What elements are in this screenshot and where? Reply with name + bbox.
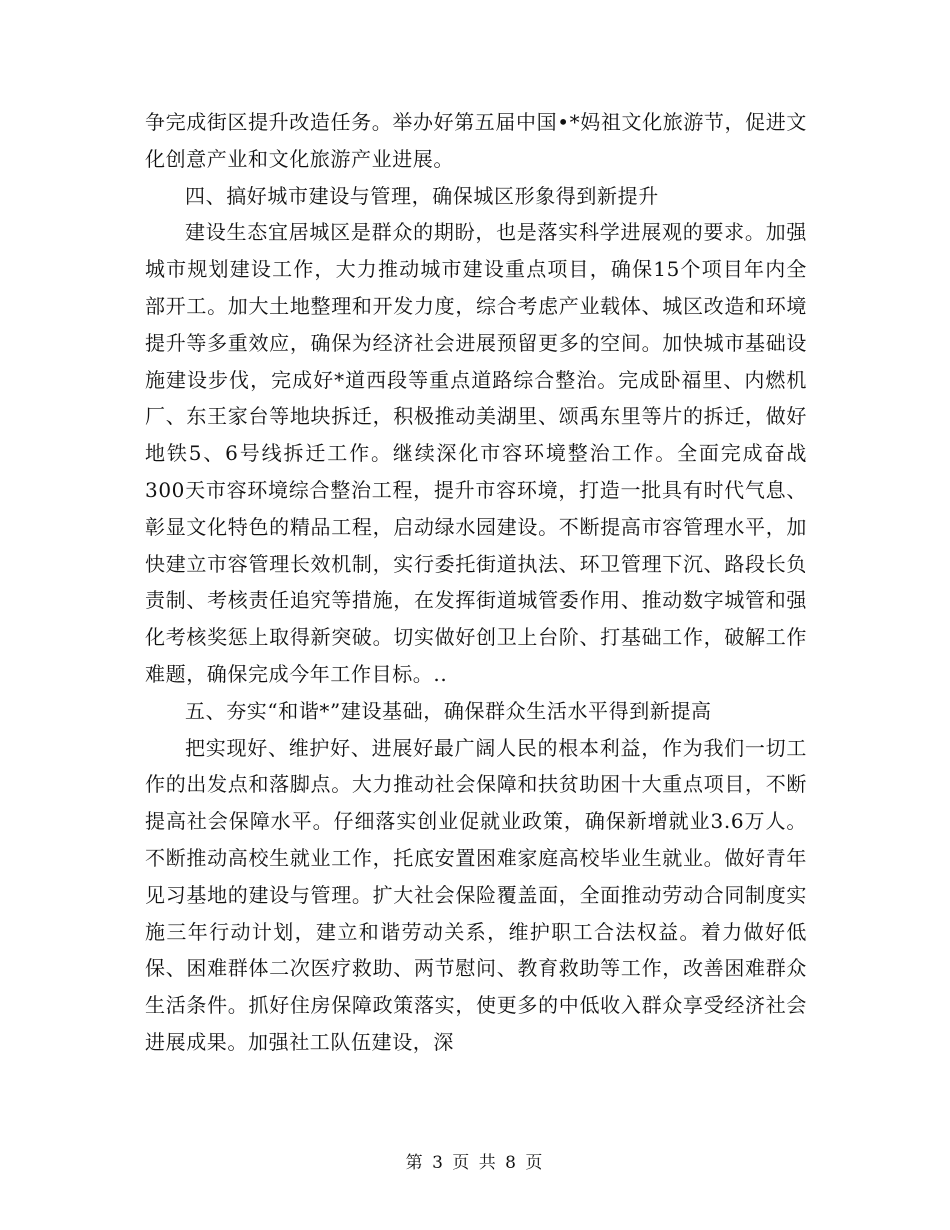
- paragraph-continued: 争完成街区提升改造任务。举办好第五届中国•*妈祖文化旅游节，促进文化创意产业和文化旅游产业进展。: [145, 110, 807, 171]
- section-heading-five: 五、夯实“和谐*”建设基础，确保群众生活水平得到新提高: [185, 698, 712, 723]
- paragraph-city-construction: 建设生态宜居城区是群众的期盼，也是落实科学进展观的要求。加强城市规划建设工作，大力推动城市建设重点项目，确保15个项目年内全部开工。加大土地整理和开发力度，综合考虑产业载体、城区改造和环境提升等多重效应，确保为经济社会进展预留更多的空间。加快城市基础设施建设步伐，完成好*道西段等重点道路综合整治。完成卧福里、内燃机厂、东王家台等地块拆迁，积极推动美湖里、颂禹东里等片的拆迁，做好地铁5、6号线拆迁工作。继续深化市容环境整治工作。全面完成奋战300天市容环境综合整治工程，提升市容环境，打造一批具有时代气息、彰显文化特色的精品工程，启动绿水园建设。不断提高市容管理水平，加快建立市容管理长效机制，实行委托街道执法、环卫管理下沉、路段长负责制、考核责任追究等措施，在发挥街道城管委作用、推动数字城管和强化考核奖惩上取得新突破。切实做好创卫上台阶、打基础工作，破解工作难题，确保完成今年工作目标。..: [145, 220, 807, 686]
- footer-label-gong: 共: [478, 1153, 498, 1173]
- footer-label-di: 第: [405, 1153, 425, 1173]
- footer-total-pages: 8: [505, 1153, 518, 1173]
- page-footer: [0, 1148, 950, 1173]
- section-heading-four: 四、搞好城市建设与管理，确保城区形象得到新提升: [185, 183, 659, 208]
- footer-label-ye: 页: [452, 1153, 472, 1173]
- paragraph-social-welfare: 把实现好、维护好、进展好最广阔人民的根本利益，作为我们一切工作的出发点和落脚点。大力推动社会保障和扶贫助困十大重点项目，不断提高社会保障水平。仔细落实创业促就业政策，确保新增就业3.6万人。不断推动高校生就业工作，托底安置困难家庭高校毕业生就业。做好青年见习基地的建设与管理。扩大社会保险覆盖面，全面推动劳动合同制度实施三年行动计划，建立和谐劳动关系，维护职工合法权益。着力做好低保、困难群体二次医疗救助、两节慰问、教育救助等工作，改善困难群众生活条件。抓好住房保障政策落实，使更多的中低收入群众享受经济社会进展成果。加强社工队伍建设，深: [145, 735, 807, 1054]
- footer-current-page: 3: [432, 1153, 445, 1173]
- document-body: [145, 104, 807, 1061]
- footer-label-ye2: 页: [525, 1153, 545, 1173]
